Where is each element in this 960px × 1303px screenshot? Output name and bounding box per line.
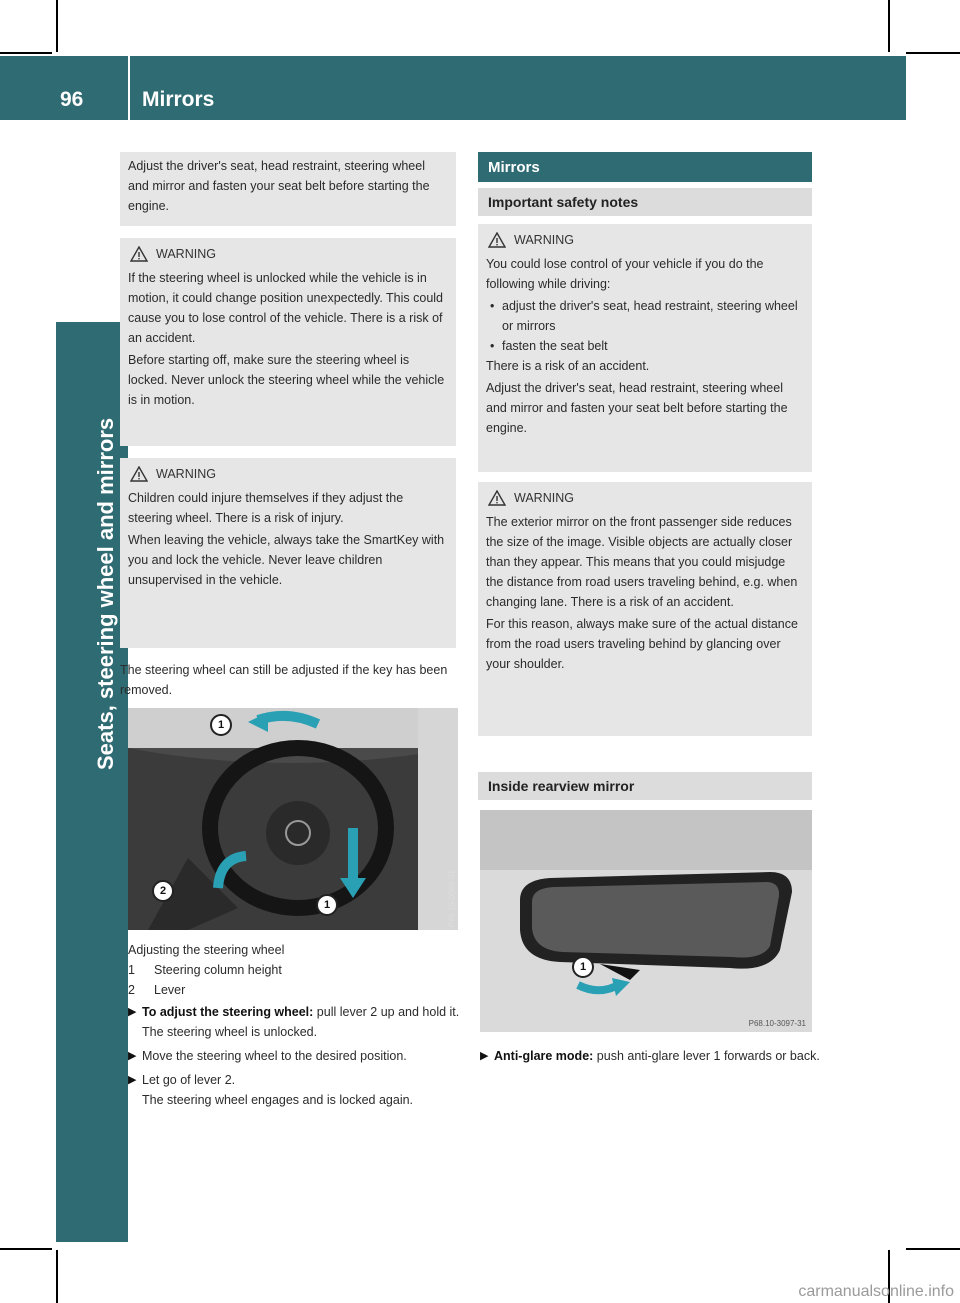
page-number: 96 xyxy=(60,88,84,111)
step-text: push anti-glare lever 1 forwards or back. xyxy=(593,1049,820,1063)
step-text: Let go of lever 2. xyxy=(142,1073,236,1087)
step-result: The steering wheel is unlocked. xyxy=(142,1025,318,1039)
warning-triangle-icon xyxy=(488,232,506,248)
warning-text: You could lose control of your vehicle if you do the following while driving: xyxy=(486,257,764,291)
figure-caption xyxy=(128,940,460,1110)
crop-mark xyxy=(888,0,890,52)
warning-text: When leaving the vehicle, always take the SmartKey with you and lock the vehicle. Never leave children unsupervised in the vehicle. xyxy=(128,533,445,587)
crop-mark xyxy=(0,52,52,54)
warning-text: Adjust the driver's seat, head restraint, steering wheel and mirror and fasten your seat belt before starting the engine. xyxy=(486,381,788,435)
legend-text: Steering column height xyxy=(154,963,282,977)
subsection-title: Important safety notes xyxy=(478,188,812,216)
rearview-mirror-illustration xyxy=(480,810,812,1032)
note-text: The steering wheel can still be adjusted if the key has been removed. xyxy=(120,663,448,697)
warning-text: Before starting off, make sure the steering wheel is locked. Never unlock the steering wheel while the vehicle is in motion. xyxy=(128,353,445,407)
crop-mark xyxy=(0,1248,52,1250)
instruction-step xyxy=(128,1046,460,1066)
warning-box-2 xyxy=(120,458,456,648)
warning-triangle-icon xyxy=(488,490,506,506)
crop-mark xyxy=(906,1248,960,1250)
step-arrow-icon: ▶ xyxy=(128,1074,137,1086)
legend-item xyxy=(128,980,460,1000)
warning-label: WARNING xyxy=(514,491,574,505)
warning-triangle-icon xyxy=(130,246,148,262)
instruction-step xyxy=(128,1002,460,1042)
warning-text: There is a risk of an accident. xyxy=(486,359,650,373)
warning-label: WARNING xyxy=(514,233,574,247)
warning-text: If the steering wheel is unlocked while the vehicle is in motion, it could change position unexpectedly. This could cause you to lose control of the vehicle. There is a risk of an accident. xyxy=(128,271,444,345)
crop-mark xyxy=(56,1250,58,1303)
warning-text: For this reason, always make sure of the actual distance from the road users traveling behind by glancing over your shoulder. xyxy=(486,617,798,671)
legend-item xyxy=(128,960,460,980)
bullet-item xyxy=(486,296,804,336)
bullet-text: adjust the driver's seat, head restraint, steering wheel or mirrors xyxy=(502,299,798,333)
warning-text: Children could injure themselves if they adjust the steering wheel. There is a risk of injury. xyxy=(128,491,404,525)
steering-wheel-image xyxy=(128,708,458,930)
warning-text: The exterior mirror on the front passenger side reduces the size of the image. Visible objects are actually closer than they appear. This means that you could misjudge the distance from road users traveling behind, e.g. when changing lane. There is a risk of an accident. xyxy=(486,515,798,609)
crop-mark xyxy=(906,52,960,54)
warning-header xyxy=(128,244,448,264)
page-title: Mirrors xyxy=(142,88,215,111)
image-code: P46.15-0068-31 xyxy=(447,870,456,928)
step-bold: To adjust the steering wheel: xyxy=(142,1005,314,1019)
crop-mark xyxy=(56,0,58,52)
warning-box-4 xyxy=(478,482,812,736)
step-arrow-icon: ▶ xyxy=(128,1006,137,1018)
intro-box xyxy=(120,152,456,226)
warning-header xyxy=(128,464,448,484)
warning-box-1 xyxy=(120,238,456,446)
callout-1-top: 1 xyxy=(210,714,232,736)
bullet-dot-icon: • xyxy=(490,339,495,353)
page-header xyxy=(0,56,906,120)
warning-label: WARNING xyxy=(156,247,216,261)
step-text: pull lever 2 up and hold it. xyxy=(313,1005,460,1019)
step-arrow-icon: ▶ xyxy=(480,1050,489,1062)
subsection-title: Inside rearview mirror xyxy=(478,772,812,800)
legend-number: 1 xyxy=(128,963,135,977)
callout-2: 2 xyxy=(152,880,174,902)
warning-box-3 xyxy=(478,224,812,472)
step-arrow-icon: ▶ xyxy=(128,1050,137,1062)
bullet-text: fasten the seat belt xyxy=(502,339,608,353)
header-divider xyxy=(128,56,130,120)
instruction-step xyxy=(480,1046,824,1066)
chapter-tab-label: Seats, steering wheel and mirrors xyxy=(93,417,118,770)
step-text: Move the steering wheel to the desired position. xyxy=(142,1049,407,1063)
warning-header xyxy=(486,488,804,508)
bullet-item xyxy=(486,336,804,356)
intro-text: Adjust the driver's seat, head restraint, steering wheel and mirror and fasten your seat belt before starting the engine. xyxy=(128,159,430,213)
step-bold: Anti-glare mode: xyxy=(494,1049,594,1063)
warning-triangle-icon xyxy=(130,466,148,482)
steering-wheel-illustration xyxy=(128,708,458,930)
caption-text: Adjusting the steering wheel xyxy=(128,943,285,957)
image-code: P68.10-3097-31 xyxy=(748,1019,806,1028)
callout-1: 1 xyxy=(572,956,594,978)
warning-label: WARNING xyxy=(156,467,216,481)
footer-watermark: carmanualsonline.info xyxy=(798,1283,954,1300)
section-title: Mirrors xyxy=(478,152,812,182)
bullet-dot-icon: • xyxy=(490,299,495,313)
rearview-mirror-image xyxy=(480,810,812,1032)
warning-header xyxy=(486,230,804,250)
callout-1-bottom: 1 xyxy=(316,894,338,916)
legend-number: 2 xyxy=(128,983,135,997)
instruction-step xyxy=(128,1070,460,1110)
legend-text: Lever xyxy=(154,983,186,997)
step-result: The steering wheel engages and is locked again. xyxy=(142,1093,414,1107)
